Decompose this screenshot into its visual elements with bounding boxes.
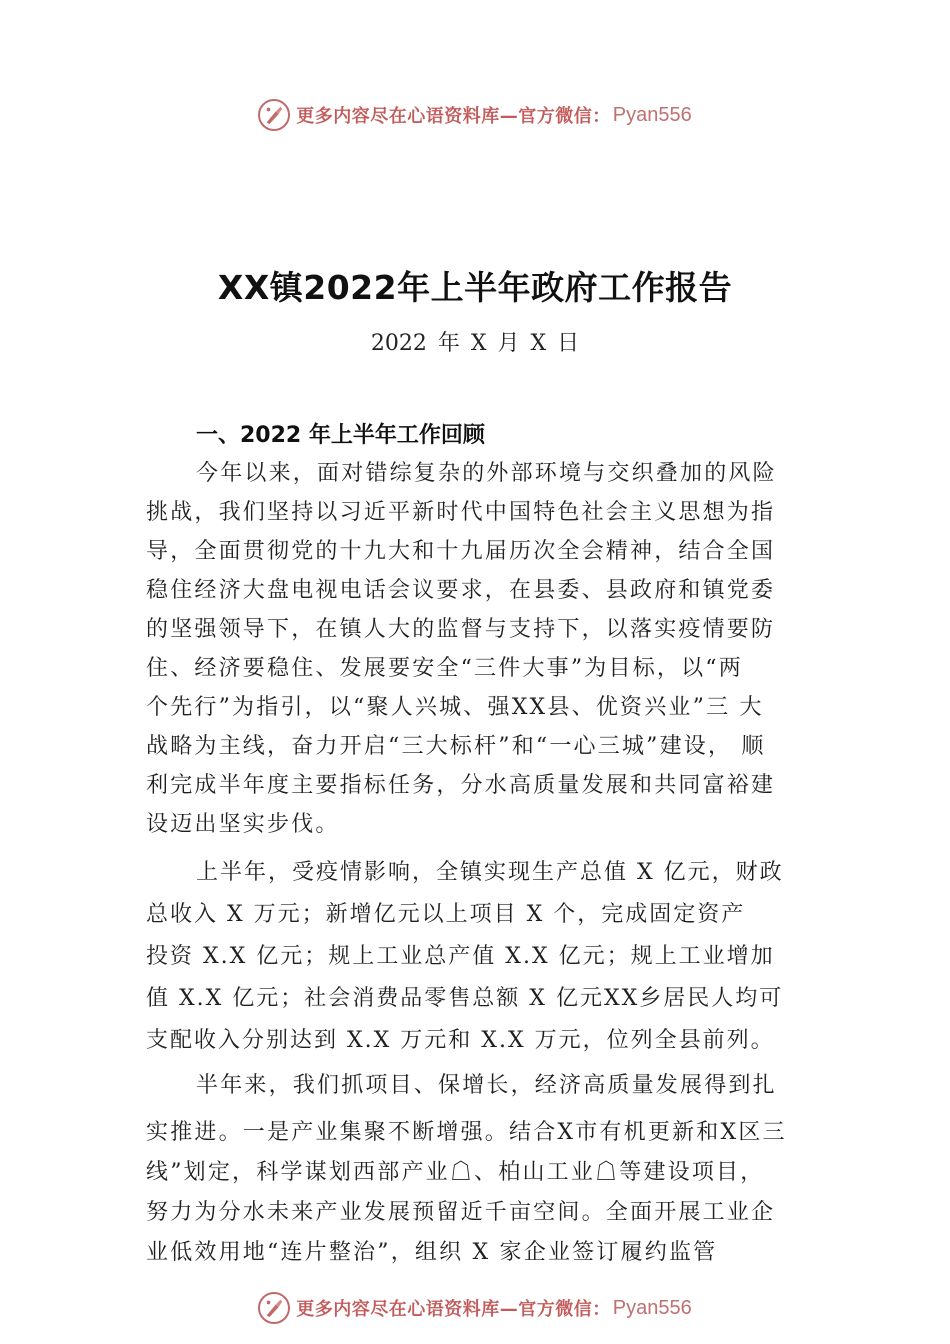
paragraph-line: 利完成半年度主要指标任务，分水高质量发展和共同富裕建 (146, 773, 776, 798)
paragraph-line: 努力为分水未来产业发展预留近千亩空间。全面开展工业企 (146, 1200, 776, 1225)
banner-wechat-id: Pyan556 (612, 1296, 692, 1319)
paragraph-line: 业低效用地“连片整治”，组织 X 家企业签订履约监管 (146, 1240, 718, 1265)
banner-wechat-id: Pyan556 (612, 103, 692, 126)
brush-logo-icon (258, 99, 290, 131)
paragraph-3 (146, 1066, 808, 1273)
paragraph-line: 今年以来，面对错综复杂的外部环境与交织叠加的风险 (196, 461, 777, 486)
paragraph-line: 个先行”为指引，以“聚人兴城、强XX县、优资兴业”三 大 (146, 695, 764, 720)
paragraph-line: 挑战，我们坚持以习近平新时代中国特色社会主义思想为指 (146, 500, 776, 525)
banner-text: 更多内容尽在心语资料库—官方微信： (296, 1299, 611, 1320)
paragraph-1 (146, 454, 808, 844)
paragraph-line: 值 X.X 亿元；社会消费品零售总额 X 亿元XX乡居民人均可 (146, 986, 784, 1011)
banner-text: 更多内容尽在心语资料库—官方微信： (296, 106, 611, 127)
paragraph-2 (146, 852, 808, 1062)
paragraph-line: 设迈出坚实步伐。 (146, 812, 340, 837)
paragraph-line: 实推进。一是产业集聚不断增强。结合X市有机更新和X区三 (146, 1120, 787, 1145)
document-date: 2022 年 X 月 X 日 (370, 331, 580, 356)
paragraph-line: 上半年，受疫情影响，全镇实现生产总值 X 亿元，财政 (196, 860, 784, 885)
brush-logo-icon (258, 1292, 290, 1324)
paragraph-line: 战略为主线，奋力开启“三大标杆”和“一心三城”建设， 顺 (146, 734, 766, 759)
paragraph-line: 总收入 X 万元；新增亿元以上项目 X 个，完成固定资产 (146, 902, 746, 927)
document-title: XX镇2022年上半年政府工作报告 (217, 268, 733, 307)
watermark-banner-top (0, 95, 950, 135)
section-heading: 一、2022 年上半年工作回顾 (196, 423, 485, 448)
paragraph-line: 投资 X.X 亿元；规上工业总产值 X.X 亿元；规上工业增加 (146, 944, 775, 969)
paragraph-line: 导，全面贯彻党的十九大和十九届历次全会精神，结合全国 (146, 539, 776, 564)
paragraph-line: 线”划定，科学谋划西部产业☖、柏山工业☖等建设项目， (146, 1160, 765, 1185)
paragraph-line: 支配收入分别达到 X.X 万元和 X.X 万元，位列全县前列。 (146, 1028, 775, 1053)
paragraph-line: 住、经济要稳住、发展要安全“三件大事”为目标，以“两 (146, 656, 743, 681)
paragraph-line: 稳住经济大盘电视电话会议要求，在县委、县政府和镇党委 (146, 578, 776, 603)
paragraph-line: 的坚强领导下，在镇人大的监督与支持下，以落实疫情要防 (146, 617, 776, 642)
watermark-banner-bottom (0, 1288, 950, 1328)
paragraph-line: 半年来，我们抓项目、保增长，经济高质量发展得到扎 (196, 1073, 777, 1098)
